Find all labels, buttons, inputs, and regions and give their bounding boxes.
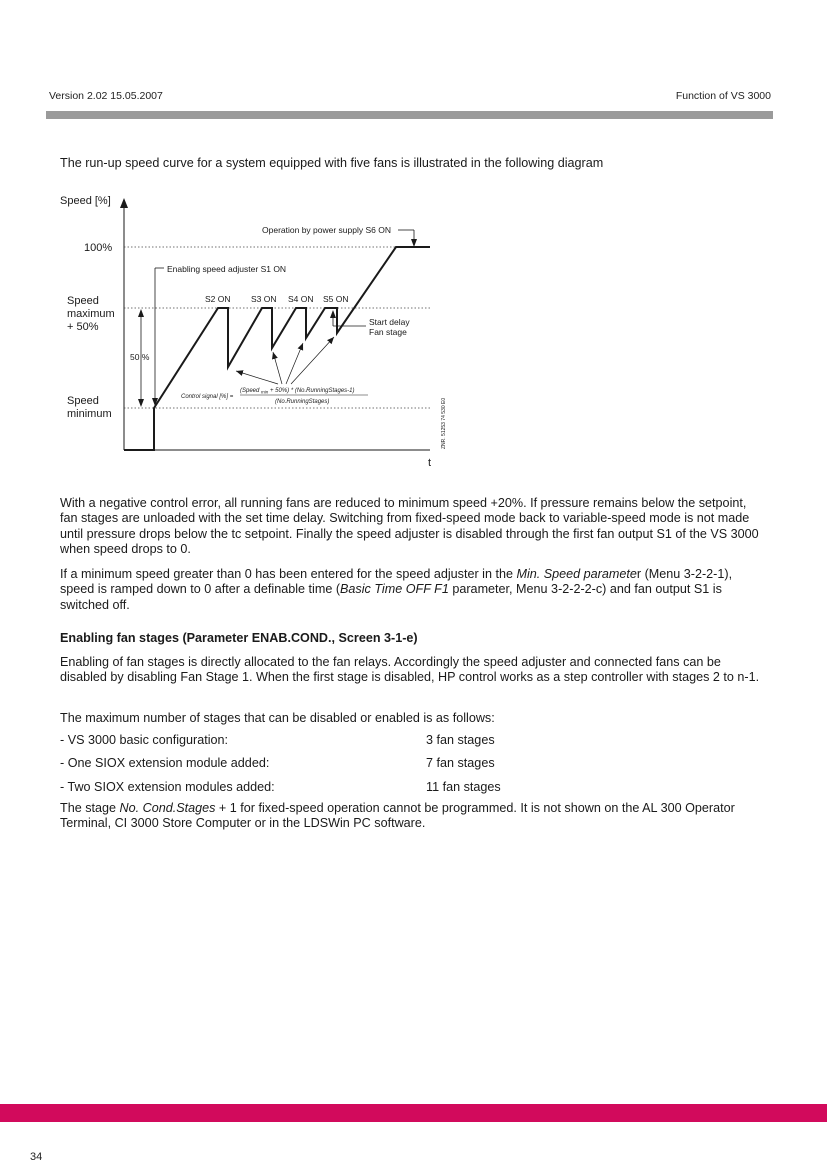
formula-arrow-3	[286, 343, 303, 384]
stage-config-value: 7 fan stages	[426, 756, 495, 770]
header-section-title: Function of VS 3000	[675, 90, 771, 102]
section-heading-enabling-fan-stages: Enabling fan stages (Parameter ENAB.COND., Screen 3-1-e)	[60, 631, 418, 645]
label-speed-max-1: Speed	[67, 295, 99, 307]
run-up-speed-diagram	[0, 0, 827, 480]
label-speed-max-2: maximum	[67, 308, 115, 320]
page-number: 34	[30, 1151, 43, 1163]
paragraph-max-stages: The maximum number of stages that can be disabled or enabled is as follows:	[60, 711, 495, 725]
label-50-percent: 50 %	[130, 352, 150, 362]
span-arrow-up-icon	[138, 309, 144, 317]
formula-arrow-2	[273, 352, 282, 384]
label-start-delay-2: Fan stage	[369, 327, 407, 337]
span-arrow-down-icon	[138, 399, 144, 407]
label-s5-on: S5 ON	[323, 294, 349, 304]
paragraph-minimum-speed: If a minimum speed greater than 0 has been entered for the speed adjuster in the Min. Speed parameter (Menu 3-2-2-1), speed is ramped down to 0 after a definable time (Basic Time OFF F1 parameter, Menu 3-2-2-2-c) and fan output S1 is switched off.	[60, 567, 733, 612]
stage-config-value: 11 fan stages	[426, 780, 501, 794]
footer-accent-bar	[0, 1104, 827, 1122]
formula-arrow-4	[291, 337, 334, 384]
label-speed-min-2: minimum	[67, 408, 112, 420]
label-s3-on: S3 ON	[251, 294, 277, 304]
label-start-delay-1: Start delay	[369, 317, 410, 327]
y-axis-label: Speed [%]	[60, 195, 111, 207]
intro-paragraph: The run-up speed curve for a system equipped with five fans is illustrated in the following diagram	[60, 156, 604, 170]
label-s2-on: S2 ON	[205, 294, 231, 304]
label-operation-s6: Operation by power supply S6 ON	[262, 225, 391, 235]
label-enabling-s1: Enabling speed adjuster S1 ON	[167, 264, 287, 274]
paragraph-negative-control-error: With a negative control error, all running fans are reduced to minimum speed +20%. If pressure remains below the setpoint, fan stages are unloaded with the set time delay. Switching from fixed-speed mode back to variable-speed mode is not made until pressure drops below the tc setpoint. Finally the speed adjuster is disabled through the first fan output S1 of the VS 3000 when speed drops to 0.	[60, 496, 759, 557]
s6-arrow-icon	[411, 239, 417, 247]
paragraph-enabling-fan-stages: Enabling of fan stages is directly allocated to the fan relays. Accordingly the speed adjuster and connected fans can be disabled by disabling Fan Stage 1. When the first stage is disabled, HP control works as a step controller with stages 2 to n-1.	[60, 655, 760, 685]
header-version: Version 2.02 15.05.2007	[49, 90, 163, 102]
label-s4-on: S4 ON	[288, 294, 314, 304]
label-speed-min-1: Speed	[67, 395, 99, 407]
stage-config-label: - Two SIOX extension modules added:	[60, 780, 275, 794]
x-axis-label: t	[428, 457, 432, 469]
y-axis-arrow-icon	[120, 198, 128, 208]
stage-config-label: - VS 3000 basic configuration:	[60, 733, 229, 747]
start-delay-arrow-icon	[330, 310, 336, 318]
formula-arrow-1	[236, 371, 278, 384]
formula-denominator: (No.RunningStages)	[275, 399, 330, 405]
stage-config-label: - One SIOX extension module added:	[60, 756, 270, 770]
formula-numerator: (Speed $_{min}$ + 50%) * (No.RunningStages-1)	[240, 388, 355, 395]
label-100: 100%	[84, 242, 113, 254]
speed-curve	[124, 247, 430, 450]
label-speed-max-3: + 50%	[67, 321, 99, 333]
diagram-ref-code: ZNR. 51253 74 530 E0	[441, 397, 447, 449]
paragraph-fixed-speed-stage: The stage No. Cond.Stages + 1 for fixed-speed operation cannot be programmed. It is not shown on the AL 300 Operator Terminal, CI 3000 Store Computer or in the LDSWin PC software.	[60, 801, 735, 831]
stage-config-value: 3 fan stages	[426, 733, 495, 747]
formula-prefix: Control signal [%] =	[181, 394, 234, 400]
